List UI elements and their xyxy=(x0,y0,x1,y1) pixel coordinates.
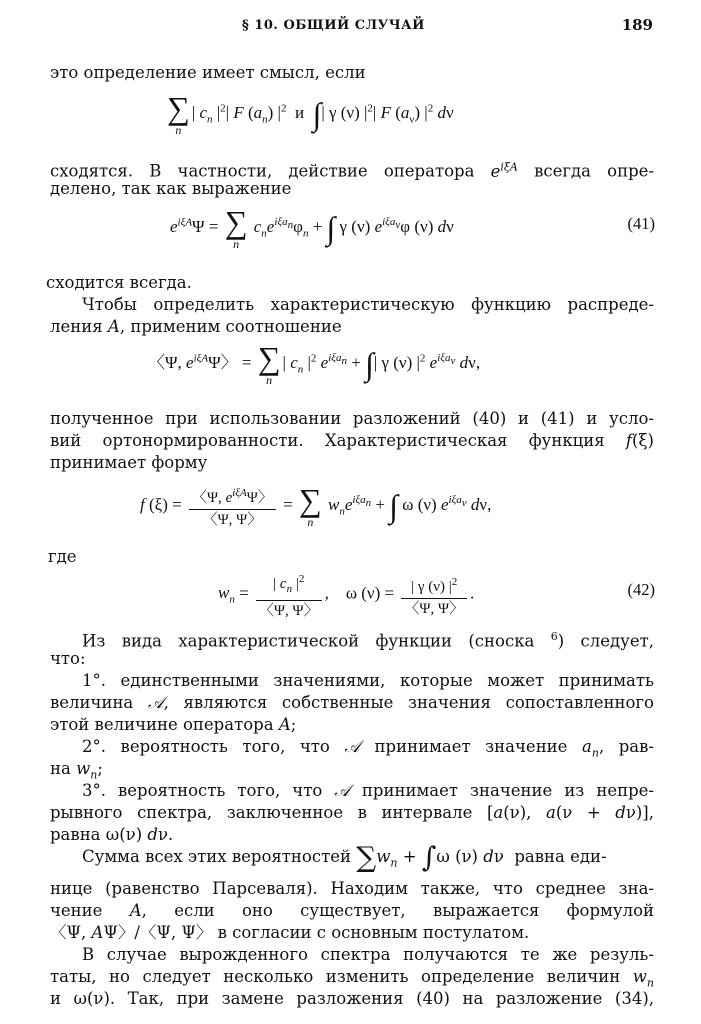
text-line: Сумма всех этих вероятностей $\sum w_n + \int\omega$ (ν) dν равна еди- xyxy=(82,840,607,874)
page-number: 189 xyxy=(621,16,653,34)
text-line: делено, так как выражение xyxy=(50,179,292,198)
text-line: 3°. вероятность того, что 𝒜 принимает значение из непре- xyxy=(82,781,654,800)
text-line: принимает форму xyxy=(50,453,208,472)
equation-characteristic: 〈Ψ, $e^{i\xi A}\Psi$〉 = ∑ n | $c_n$ $|^2$ $e^{i\xi a_n}$ + ∫| γ (ν) $|^2$ $e^{i\xi a_\nu}$ dν, xyxy=(148,340,481,387)
text-line: этой величине оператора A; xyxy=(50,715,297,734)
equation-f-xi: f (ξ) = $\frac{〈\Psi, e^{i\xi A}\Psi〉}{〈\Psi, \Psi〉}$ = ∑ n $w_ne^{i\xi a_n}$ + ∫ ω (ν) $e^{i\xi a_\nu}$ dν, xyxy=(140,482,492,529)
text-line: величина 𝒜, являются собственные значения сопоставленного xyxy=(50,693,654,712)
text-line: Из вида характеристической функции (сноска $^6$) следует, xyxy=(82,630,654,651)
text-line: 2°. вероятность того, что 𝒜 принимает значение $a_n$, рав- xyxy=(82,737,654,760)
text-line: на $w_n$; xyxy=(50,759,103,782)
text-line: сходятся. В частности, действие оператора $e^{i\xi A}$ всегда опре- xyxy=(50,160,654,181)
section-title: § 10. ОБЩИЙ СЛУЧАЙ xyxy=(242,18,425,33)
text-line: где xyxy=(48,547,77,566)
text-line: это определение имеет смысл, если xyxy=(50,63,366,82)
text-line: ления A, применим соотношение xyxy=(50,317,342,336)
text-line: вий ортонормированности. Характеристическая функция f(ξ) xyxy=(50,431,654,450)
text-line: сходится всегда. xyxy=(46,273,192,292)
and-word: и xyxy=(294,102,305,122)
text-line: полученное при использовании разложений (40) и (41) и усло- xyxy=(50,409,654,428)
equation-number: (41) xyxy=(627,214,655,233)
text-line: и ω(ν). Так, при замене разложения (40) на разложение (34), xyxy=(50,989,654,1008)
text-line: чение A, если оно существует, выражается формулой xyxy=(50,901,655,920)
text-line: Чтобы определить характеристическую функцию распреде- xyxy=(82,295,654,314)
text-line: рывного спектра, заключенное в интервале [a(ν), a(ν + dν)], xyxy=(50,803,654,822)
text-line: 〈Ψ, AΨ〉/〈Ψ, Ψ〉 в согласии с основным постулатом. xyxy=(50,923,530,942)
text-line: нице (равенство Парсеваля). Находим также, что среднее зна- xyxy=(50,879,654,898)
text-line: что: xyxy=(50,649,86,668)
running-header xyxy=(0,16,701,38)
equation-42: $w_n$ = $\frac{| c_n |^2}{〈\Psi, \Psi〉}$ , ω (ν) = $\frac{| \gamma (\nu) |^2}{〈\Psi, \Psi〉}$ . xyxy=(218,568,474,621)
text-line: 1°. единственными значениями, которые может принимать xyxy=(82,671,654,690)
text-line: таты, но следует несколько изменить определение величин $w_n$ xyxy=(50,967,655,990)
equation-convergence: ∑ n | $c_n$ $|^2|$ F $(a_n)$ $|^2$ и ∫| γ (ν) $|^2|$ F $(a_\nu)$ $|^2$ dν xyxy=(167,90,454,137)
text-line: В случае вырожденного спектра получаются те же резуль- xyxy=(82,945,654,964)
equation-number: (42) xyxy=(627,580,655,599)
equation-41: $e^{i\xi A}\Psi$ = ∑ n $c_ne^{i\xi a_n}\varphi_n$ + ∫ γ (ν) $e^{i\xi a_\nu}\varphi$ (ν) dν xyxy=(170,204,454,251)
text-line: равна ω(ν) dν. xyxy=(50,825,174,844)
